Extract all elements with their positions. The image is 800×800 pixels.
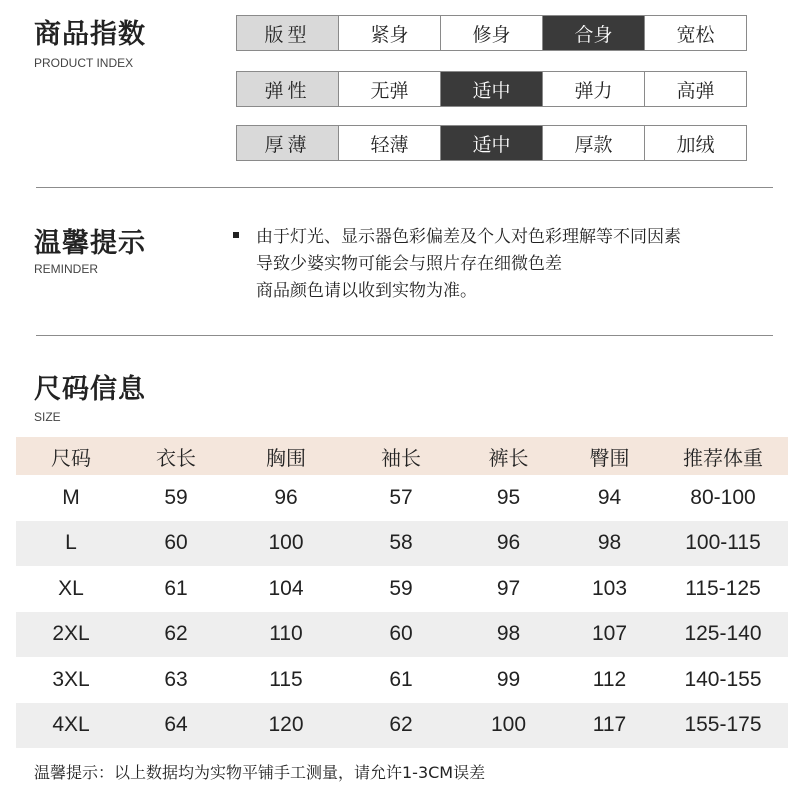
size-title: 尺码信息: [34, 374, 146, 405]
table-row: [16, 612, 788, 658]
table-cell: 97: [496, 576, 521, 600]
table-cell: 2XL: [52, 622, 90, 646]
table-cell: 115: [269, 667, 303, 691]
index-option: 无弹: [339, 71, 441, 107]
index-row-label: 厚薄: [236, 125, 339, 161]
table-cell: 57: [389, 485, 413, 509]
table-cell: 95: [496, 485, 521, 509]
table-header-cell: 臀围: [589, 445, 630, 470]
table-header-cell: 袖长: [381, 445, 421, 470]
reminder-text: [256, 224, 681, 305]
table-cell: 140-155: [684, 667, 762, 691]
table-row: [16, 566, 788, 612]
table-cell: 61: [389, 667, 413, 691]
index-option: 厚款: [543, 125, 645, 161]
table-cell: 58: [389, 531, 413, 555]
table-cell: XL: [58, 576, 84, 600]
reminder-title: 温馨提示: [34, 228, 146, 259]
table-cell: 61: [164, 576, 188, 600]
product-index-subtitle: PRODUCT INDEX: [34, 56, 134, 70]
index-row-thickness: [236, 125, 747, 161]
table-cell: 104: [268, 576, 304, 600]
table-cell: 100-115: [685, 531, 761, 555]
index-row-label: 弹性: [236, 71, 339, 107]
table-cell: 60: [164, 531, 188, 555]
table-cell: 62: [164, 622, 188, 646]
table-cell: 120: [268, 713, 304, 737]
table-cell: 62: [389, 713, 413, 737]
table-header-cell: 衣长: [156, 445, 196, 470]
table-cell: 3XL: [52, 667, 90, 691]
index-option: 高弹: [645, 71, 747, 107]
table-cell: 63: [164, 667, 188, 691]
table-cell: 100: [490, 713, 527, 737]
table-header-cell: 推荐体重: [683, 445, 763, 470]
table-cell: 80-100: [690, 485, 756, 509]
table-cell: 98: [496, 622, 521, 646]
index-row-label: 版型: [236, 15, 339, 51]
bullet-icon: [233, 232, 239, 238]
table-cell: 60: [389, 622, 413, 646]
table-cell: 99: [496, 667, 521, 691]
table-cell: 155-175: [684, 713, 762, 737]
table-cell: 112: [592, 667, 627, 691]
table-cell: 110: [269, 622, 303, 646]
index-option: 弹力: [543, 71, 645, 107]
reminder-line: 导致少婆实物可能会与照片存在细微色差: [256, 254, 562, 274]
product-index-title: 商品指数: [34, 19, 146, 50]
index-option-selected: 合身: [543, 15, 645, 51]
table-cell: 117: [592, 713, 627, 737]
size-subtitle: SIZE: [34, 410, 61, 424]
table-row: [16, 657, 788, 703]
table-cell: L: [65, 531, 77, 555]
reminder-subtitle: REMINDER: [34, 262, 99, 276]
index-option-selected: 适中: [441, 125, 543, 161]
table-cell: M: [62, 485, 80, 509]
table-cell: 103: [591, 576, 628, 600]
table-cell: 98: [597, 531, 622, 555]
index-option: 轻薄: [339, 125, 441, 161]
index-option: 宽松: [645, 15, 747, 51]
index-row-fit: [236, 15, 747, 51]
section-divider: [36, 187, 773, 188]
section-divider: [36, 335, 773, 336]
index-option: 紧身: [339, 15, 441, 51]
table-row: [16, 475, 788, 521]
table-row: [16, 521, 788, 567]
table-header-row: [16, 437, 788, 475]
size-table: [16, 437, 788, 748]
index-option: 修身: [441, 15, 543, 51]
table-header-cell: 胸围: [266, 445, 306, 470]
measurement-note: 温馨提示：以上数据均为实物平铺手工测量，请允许1-3CM误差: [34, 763, 486, 782]
table-header-cell: 裤长: [488, 445, 529, 470]
table-cell: 94: [597, 485, 622, 509]
table-header-cell: 尺码: [51, 445, 91, 470]
table-cell: 115-125: [685, 576, 761, 600]
table-cell: 107: [591, 622, 628, 646]
table-cell: 59: [389, 576, 413, 600]
table-cell: 59: [164, 485, 188, 509]
reminder-line: 商品颜色请以收到实物为准。: [256, 281, 477, 301]
table-row: [16, 703, 788, 749]
table-cell: 4XL: [52, 713, 90, 737]
table-cell: 125-140: [684, 622, 762, 646]
table-cell: 96: [274, 485, 298, 509]
index-option: 加绒: [645, 125, 747, 161]
reminder-line: 由于灯光、显示器色彩偏差及个人对色彩理解等不同因素: [256, 227, 681, 247]
table-cell: 100: [268, 531, 304, 555]
index-option-selected: 适中: [441, 71, 543, 107]
table-cell: 96: [496, 531, 521, 555]
table-cell: 64: [164, 713, 188, 737]
index-row-elasticity: [236, 71, 747, 107]
